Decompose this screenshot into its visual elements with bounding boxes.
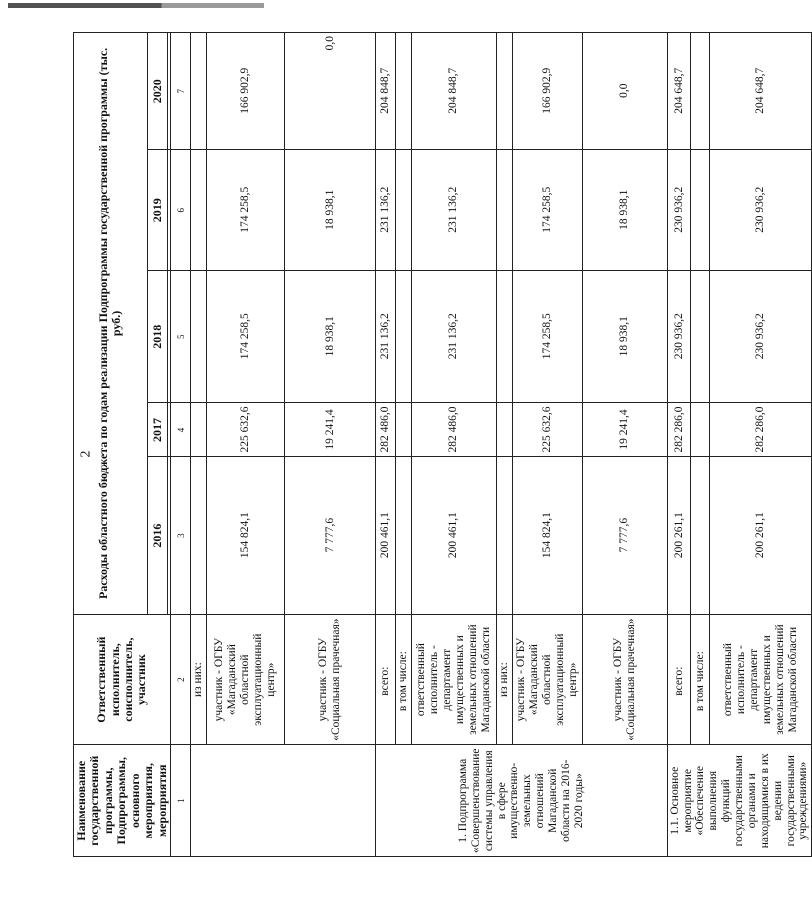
value-cell: 154 824,1	[206, 457, 284, 614]
executor-cell: ответственный исполнитель - департамент имущественных и земельных отношений Магаданской области	[411, 614, 496, 745]
value-cell: 231 136,2	[411, 271, 496, 403]
iz-nih-label: из них:	[496, 614, 512, 745]
value-cell: 19 241,4	[284, 403, 375, 457]
value-cell: 174 258,5	[512, 150, 582, 271]
value-cell: 200 461,1	[375, 457, 395, 614]
table-row	[191, 33, 207, 857]
value-cell: 200 461,1	[411, 457, 496, 614]
executor-cell: участник - ОГБУ «Магаданский областной эксплуатационный центр»	[512, 614, 582, 745]
header-year: 2017	[147, 403, 167, 457]
value-cell: 231 136,2	[375, 150, 395, 271]
value-cell: 204 848,7	[411, 33, 496, 150]
header-year: 2020	[147, 33, 167, 150]
table-row	[375, 33, 395, 857]
main-measure-name-cell: 1.1. Основное мероприятие «Обеспечение выполнения функций государственными органами и находящимися в их ведении государственными учреждениями»	[667, 745, 812, 857]
value-cell: 200 261,1	[667, 457, 691, 614]
value-cell: 0,0	[582, 33, 667, 150]
header-name-column: Наименование государственной программы, Подпрограммы, основного мероприятия, мероприятия	[74, 745, 171, 857]
column-number-row	[171, 33, 191, 857]
value-cell: 200 261,1	[710, 457, 812, 614]
value-cell: 154 824,1	[512, 457, 582, 614]
value-cell: 230 936,2	[710, 150, 812, 271]
value-cell: 282 486,0	[411, 403, 496, 457]
value-cell: 18 938,1	[582, 271, 667, 403]
subprogram-name-cell: 1. Подпрограмма «Совершенствование системы управления в сфере имущественно-земельных отношений Магаданской области на 2016-2020 годы»	[375, 745, 667, 857]
value-cell: 19 241,4	[582, 403, 667, 457]
value-cell: 204 848,7	[375, 33, 395, 150]
column-number: 1	[171, 745, 191, 857]
table-row	[496, 33, 512, 857]
top-rule	[8, 3, 264, 8]
total-label: всего:	[667, 614, 691, 745]
value-cell: 204 648,7	[667, 33, 691, 150]
budget-table	[73, 32, 812, 857]
value-cell: 231 136,2	[375, 271, 395, 403]
value-cell: 174 258,5	[206, 150, 284, 271]
value-cell: 174 258,5	[206, 271, 284, 403]
table-row	[582, 33, 667, 857]
value-cell: 7 777,6	[582, 457, 667, 614]
column-number: 2	[171, 614, 191, 745]
rotated-table-wrapper	[73, 32, 812, 857]
value-cell: 230 936,2	[667, 150, 691, 271]
column-number: 7	[171, 33, 191, 150]
executor-cell: участник - ОГБУ «Социальная прачечная»	[582, 614, 667, 745]
table-row	[284, 33, 375, 857]
iz-nih-label: из них:	[191, 614, 207, 745]
header-year: 2019	[147, 150, 167, 271]
value-cell: 204 648,7	[710, 33, 812, 150]
executor-cell: участник - ОГБУ «Социальная прачечная»	[284, 614, 375, 745]
header-expenses-group: Расходы областного бюджета по годам реализации Подпрограммы государственной программы (тыс. руб.)	[74, 33, 148, 615]
value-cell: 166 902,9	[206, 33, 284, 150]
table-row	[395, 33, 411, 857]
value-cell: 282 286,0	[667, 403, 691, 457]
including-label: в том числе:	[395, 614, 411, 745]
table-row	[411, 33, 496, 857]
table-row	[710, 33, 812, 857]
value-cell: 174 258,5	[512, 271, 582, 403]
table-row	[667, 33, 691, 857]
value-cell: 230 936,2	[710, 271, 812, 403]
header-year: 2018	[147, 271, 167, 403]
column-number: 6	[171, 150, 191, 271]
page-number: 2	[78, 450, 94, 458]
value-cell: 7 777,6	[284, 457, 375, 614]
row-name-cell-empty	[191, 745, 376, 857]
value-cell: 282 286,0	[710, 403, 812, 457]
column-number: 5	[171, 271, 191, 403]
value-cell: 166 902,9	[512, 33, 582, 150]
value-cell: 18 938,1	[284, 271, 375, 403]
column-number: 3	[171, 457, 191, 614]
value-cell: 225 632,6	[206, 403, 284, 457]
column-number: 4	[171, 403, 191, 457]
table-row	[691, 33, 710, 857]
header-year: 2016	[147, 457, 167, 614]
executor-cell: ответственный исполнитель - департамент имущественных и земельных отношений Магаданской области	[710, 614, 812, 745]
executor-cell: участник - ОГБУ «Магаданский областной эксплуатационный центр»	[206, 614, 284, 745]
table-row	[512, 33, 582, 857]
header-executor-column: Ответственный исполнитель, соисполнитель, участник	[74, 614, 171, 745]
value-cell: 18 938,1	[582, 150, 667, 271]
table-row	[206, 33, 284, 857]
value-cell: 225 632,6	[512, 403, 582, 457]
header-row-1	[74, 33, 148, 857]
total-label: всего:	[375, 614, 395, 745]
value-cell: 230 936,2	[667, 271, 691, 403]
value-cell: 282 486,0	[375, 403, 395, 457]
including-label: в том числе:	[691, 614, 710, 745]
value-cell: 18 938,1	[284, 150, 375, 271]
value-cell: 0,0	[284, 33, 375, 150]
value-cell: 231 136,2	[411, 150, 496, 271]
